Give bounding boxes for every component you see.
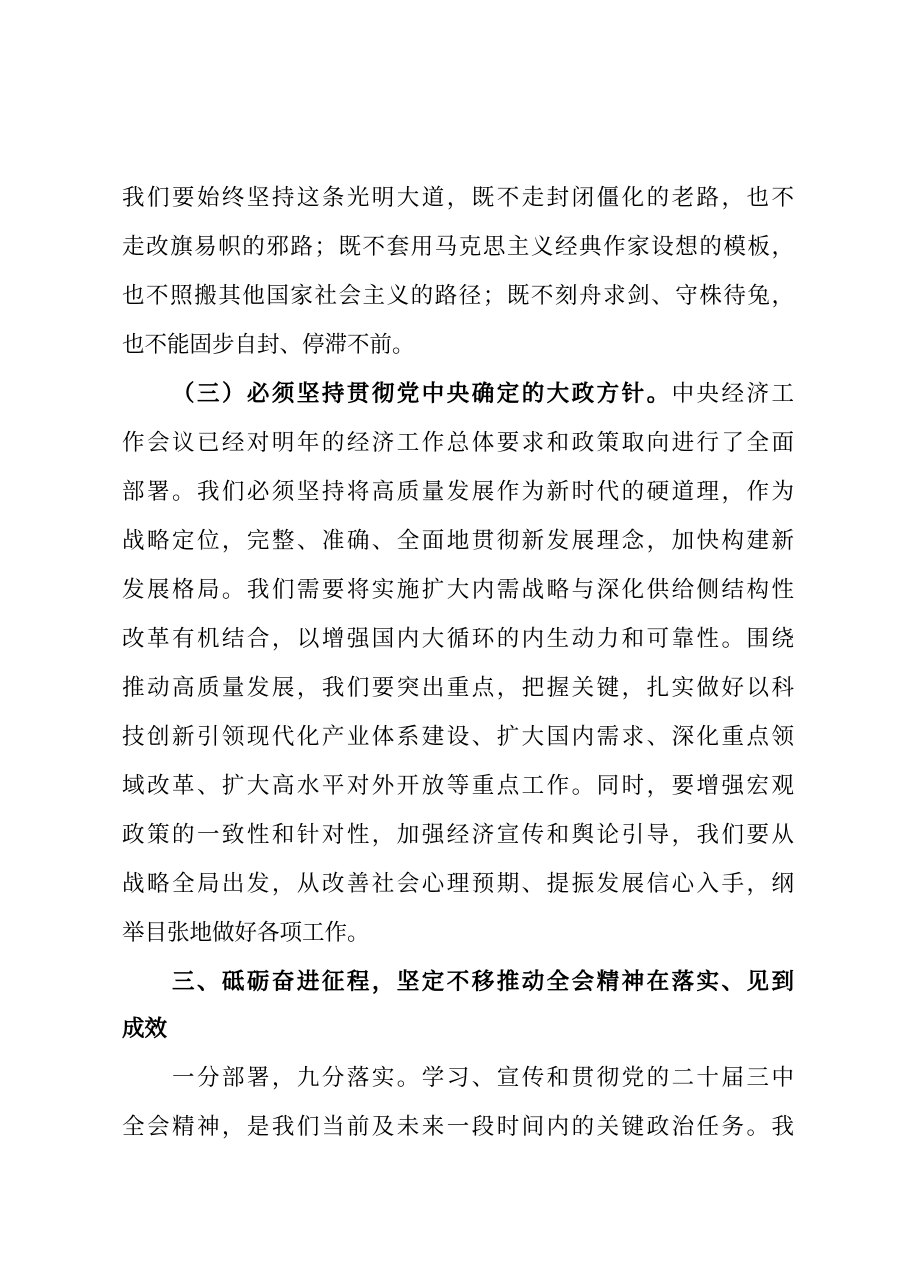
paragraph-line: 战略定位，完整、准确、全面地贯彻新发展理念，加快构建新: [122, 528, 794, 554]
paragraph-line: 我们要始终坚持这条光明大道，既不走封闭僵化的老路，也不: [122, 185, 794, 211]
paragraph-line: 部署。我们必须坚持将高质量发展作为新时代的硬道理，作为: [122, 479, 794, 505]
paragraph-line: 推动高质量发展，我们要突出重点，把握关键，扎实做好以科: [122, 675, 794, 701]
paragraph-line: 一分部署，九分落实。学习、宣传和贯彻党的二十届三中: [172, 1065, 794, 1091]
paragraph-line: 走改旗易帜的邪路；既不套用马克思主义经典作家设想的模板，: [122, 234, 794, 260]
paragraph-line: 也不照搬其他国家社会主义的路径；既不刻舟求剑、守株待兔，: [122, 283, 794, 309]
paragraph-line: 全会精神，是我们当前及未来一段时间内的关键政治任务。我: [122, 1114, 794, 1140]
subheading-three: （三）必须坚持贯彻党中央确定的大政方针。: [172, 381, 672, 407]
paragraph-line: 技创新引领现代化产业体系建设、扩大国内需求、深化重点领: [122, 724, 794, 750]
paragraph-line: 发展格局。我们需要将实施扩大内需战略与深化供给侧结构性: [122, 577, 794, 603]
paragraph-text: 中央经济工: [671, 381, 794, 407]
paragraph-line: 政策的一致性和针对性，加强经济宣传和舆论引导，我们要从: [122, 822, 794, 848]
paragraph-line: 改革有机结合，以增强国内大循环的内生动力和可靠性。围绕: [122, 626, 794, 652]
paragraph-line: 举目张地做好各项工作。: [122, 920, 370, 946]
paragraph-line: 作会议已经对明年的经济工作总体要求和政策取向进行了全面: [122, 430, 794, 456]
paragraph-line: 域改革、扩大高水平对外开放等重点工作。同时，要增强宏观: [122, 773, 794, 799]
paragraph-line: 战略全局出发，从改善社会心理预期、提振发展信心入手，纲: [122, 871, 794, 897]
subheading-line: [172, 374, 794, 414]
paragraph-line: 也不能固步自封、停滞不前。: [122, 332, 415, 358]
section-heading-continued: 成效: [122, 1016, 168, 1042]
section-heading: 三、砥砺奋进征程，坚定不移推动全会精神在落实、见到: [172, 969, 794, 995]
